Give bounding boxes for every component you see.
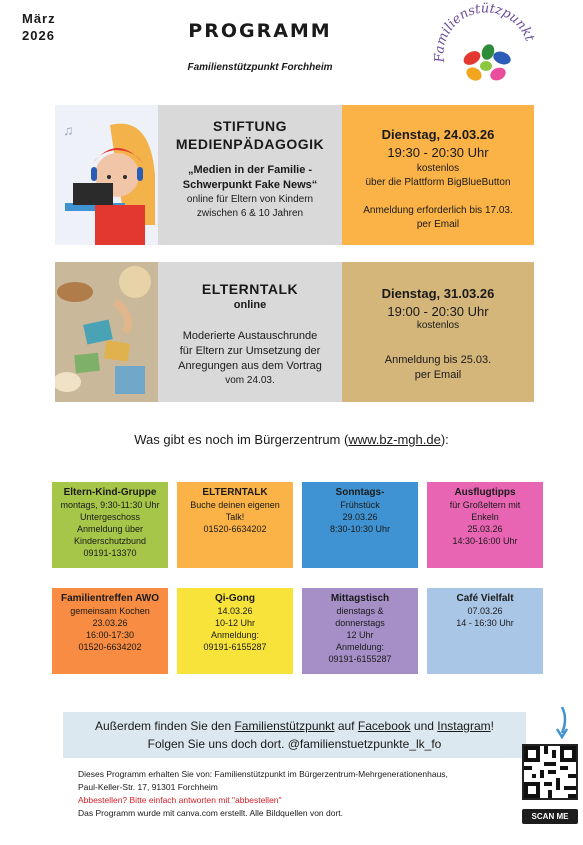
footer bbox=[78, 768, 528, 820]
activity-card-title: ELTERNTALK bbox=[202, 487, 268, 498]
event2-title: ELTERNTALK bbox=[201, 281, 299, 297]
scan-me-label: SCAN ME bbox=[522, 809, 578, 824]
event1-registration-line2: per Email bbox=[416, 219, 460, 230]
social-text-a: Außerdem finden Sie den bbox=[95, 719, 235, 733]
event1-topic-line2: Schwerpunkt Fake News“ bbox=[182, 179, 318, 191]
child-headset-illustration-icon bbox=[55, 105, 158, 245]
activity-card-line: 16:00-17:30 bbox=[85, 630, 135, 640]
activity-card-line: Talk! bbox=[225, 512, 245, 522]
event2-details-panel bbox=[342, 262, 534, 402]
event2-image bbox=[55, 262, 158, 402]
event2-desc-line4: vom 24.03. bbox=[225, 375, 275, 386]
section-heading bbox=[40, 432, 543, 447]
website-link[interactable]: www.bz-mgh.de bbox=[348, 432, 441, 447]
event2-info-panel bbox=[158, 262, 342, 402]
activity-card-line: Anmeldung: bbox=[335, 642, 385, 652]
activity-card-line: 10-12 Uhr bbox=[214, 618, 256, 628]
instagram-link[interactable]: Instagram bbox=[437, 719, 491, 733]
event2-registration-line2: per Email bbox=[414, 369, 462, 381]
event1-title-line1: STIFTUNG bbox=[213, 118, 287, 134]
activity-card-line: 8:30-10:30 Uhr bbox=[329, 524, 391, 534]
event2-desc-line1: Moderierte Austauschrunde bbox=[182, 330, 318, 342]
activity-card-line: 09191-6155287 bbox=[328, 654, 392, 664]
event2-mode: online bbox=[233, 299, 267, 311]
activity-card-title: Qi-Gong bbox=[215, 593, 255, 604]
qr-code[interactable] bbox=[522, 744, 578, 800]
issue-month: März bbox=[22, 11, 56, 26]
page-title: PROGRAMM bbox=[188, 20, 332, 42]
activity-card-line: 25.03.26 bbox=[467, 524, 503, 534]
table-cards-photo-icon bbox=[55, 262, 158, 402]
social-line1 bbox=[63, 717, 526, 735]
event1-time: 19:30 - 20:30 Uhr bbox=[387, 145, 489, 160]
logo-hands-icon bbox=[430, 2, 542, 102]
event2-desc-line3: Anregungen aus dem Vortrag bbox=[178, 360, 322, 372]
qr-code-icon bbox=[524, 746, 576, 798]
event2-date: Dienstag, 31.03.26 bbox=[381, 286, 495, 301]
activity-card-line: Kinderschutzbund bbox=[73, 536, 147, 546]
event1-registration-line1: Anmeldung erforderlich bis 17.03. bbox=[363, 205, 513, 216]
activity-card bbox=[177, 588, 293, 674]
activity-card-line: Anmeldung: bbox=[210, 630, 260, 640]
activity-card-title: Eltern-Kind-Gruppe bbox=[63, 487, 157, 498]
activity-card bbox=[52, 588, 168, 674]
event1-audience-line2: zwischen 6 & 10 Jahren bbox=[196, 208, 304, 219]
issue-year: 2026 bbox=[22, 28, 55, 43]
activity-card bbox=[427, 482, 543, 568]
footer-credits: Das Programm wurde mit canva.com erstellt. Alle Bildquellen von dort. bbox=[78, 808, 344, 818]
event1-cost: kostenlos bbox=[416, 163, 460, 174]
facebook-link[interactable]: Facebook bbox=[357, 719, 411, 733]
activity-card-line: Enkeln bbox=[471, 512, 499, 522]
activity-card-line: 29.03.26 bbox=[342, 512, 378, 522]
activity-card bbox=[302, 588, 418, 674]
issue-date bbox=[22, 10, 56, 44]
social-text-g: ! bbox=[490, 719, 494, 733]
section-heading-suffix: ): bbox=[440, 432, 449, 447]
activity-card-title: Ausflugtipps bbox=[454, 487, 516, 498]
activity-card-title: Familientreffen AWO bbox=[61, 593, 159, 604]
event1-audience-line1: online für Eltern von Kindern bbox=[186, 194, 314, 205]
event2-cost: kostenlos bbox=[416, 320, 460, 331]
activity-card-line: 09191-13370 bbox=[83, 548, 137, 558]
activity-card-line: 09191-6155287 bbox=[203, 642, 267, 652]
activity-card-line: 14.03.26 bbox=[217, 606, 253, 616]
page-subtitle: Familienstützpunkt Forchheim bbox=[187, 62, 333, 73]
event1-title-line2: MEDIENPÄDAGOGIK bbox=[175, 136, 325, 152]
event1-info-panel bbox=[158, 105, 342, 245]
event2-desc-line2: für Eltern zur Umsetzung der bbox=[179, 345, 321, 357]
activity-card-line: 14:30-16:00 Uhr bbox=[452, 536, 518, 546]
activity-card-title: Sonntags- bbox=[335, 487, 385, 498]
activity-card-line: 14 - 16:30 Uhr bbox=[456, 618, 514, 628]
social-text-c: auf bbox=[334, 719, 358, 733]
familienstuetzpunkt-link[interactable]: Familienstützpunkt bbox=[234, 719, 335, 733]
activity-card-line: Buche deinen eigenen bbox=[190, 500, 280, 510]
event2-time: 19:00 - 20:30 Uhr bbox=[387, 304, 489, 319]
footer-line2: Paul-Keller-Str. 17, 91301 Forchheim bbox=[78, 782, 218, 792]
activity-card-line: 07.03.26 bbox=[467, 606, 503, 616]
activity-card-line: Frühstück bbox=[340, 500, 380, 510]
footer-line1: Dieses Programm erhalten Sie von: Familienstützpunkt im Bürgerzentrum-Mehrgenerationenhaus, bbox=[78, 769, 448, 779]
activity-card-line: 01520-6634202 bbox=[203, 524, 267, 534]
event1-platform: über die Plattform BigBlueButton bbox=[365, 177, 511, 188]
arrow-down-icon bbox=[552, 705, 572, 741]
activity-card-line: gemeinsam Kochen bbox=[70, 606, 150, 616]
activity-card-line: 23.03.26 bbox=[92, 618, 128, 628]
activity-card-line: 12 Uhr bbox=[346, 630, 374, 640]
event1-details-panel bbox=[342, 105, 534, 245]
activity-card-line: dienstags & bbox=[336, 606, 384, 616]
activity-card-title: Café Vielfalt bbox=[456, 593, 514, 604]
social-text-e: und bbox=[410, 719, 438, 733]
social-line2: Folgen Sie uns doch dort. @familienstuetzpunkte_lk_fo bbox=[147, 737, 442, 751]
activity-card-line: für Großeltern mit bbox=[449, 500, 521, 510]
activity-card-line: Anmeldung über bbox=[76, 524, 144, 534]
event1-image bbox=[55, 105, 158, 245]
unsubscribe-note: Abbestellen? Bitte einfach antworten mit "abbestellen" bbox=[78, 795, 282, 805]
logo-text: Familienstützpunkt bbox=[432, 2, 537, 63]
activity-card bbox=[302, 482, 418, 568]
activity-card bbox=[427, 588, 543, 674]
section-heading-prefix: Was gibt es noch im Bürgerzentrum ( bbox=[134, 432, 349, 447]
activity-card bbox=[52, 482, 168, 568]
activity-card-line: Untergeschoss bbox=[79, 512, 141, 522]
event1-date: Dienstag, 24.03.26 bbox=[381, 127, 495, 142]
event2-registration-line1: Anmeldung bis 25.03. bbox=[384, 354, 492, 366]
activity-card-line: montags, 9:30-11:30 Uhr bbox=[60, 500, 160, 510]
svg-text:♫: ♫ bbox=[63, 122, 74, 138]
activity-card-line: donnerstags bbox=[335, 618, 385, 628]
social-banner bbox=[63, 712, 526, 758]
event1-topic-line1: „Medien in der Familie - bbox=[187, 164, 313, 176]
activity-card-line: 01520-6634202 bbox=[78, 642, 142, 652]
activity-card bbox=[177, 482, 293, 568]
activity-card-title: Mittagstisch bbox=[330, 593, 390, 604]
familienstuetzpunkt-logo bbox=[430, 2, 542, 102]
